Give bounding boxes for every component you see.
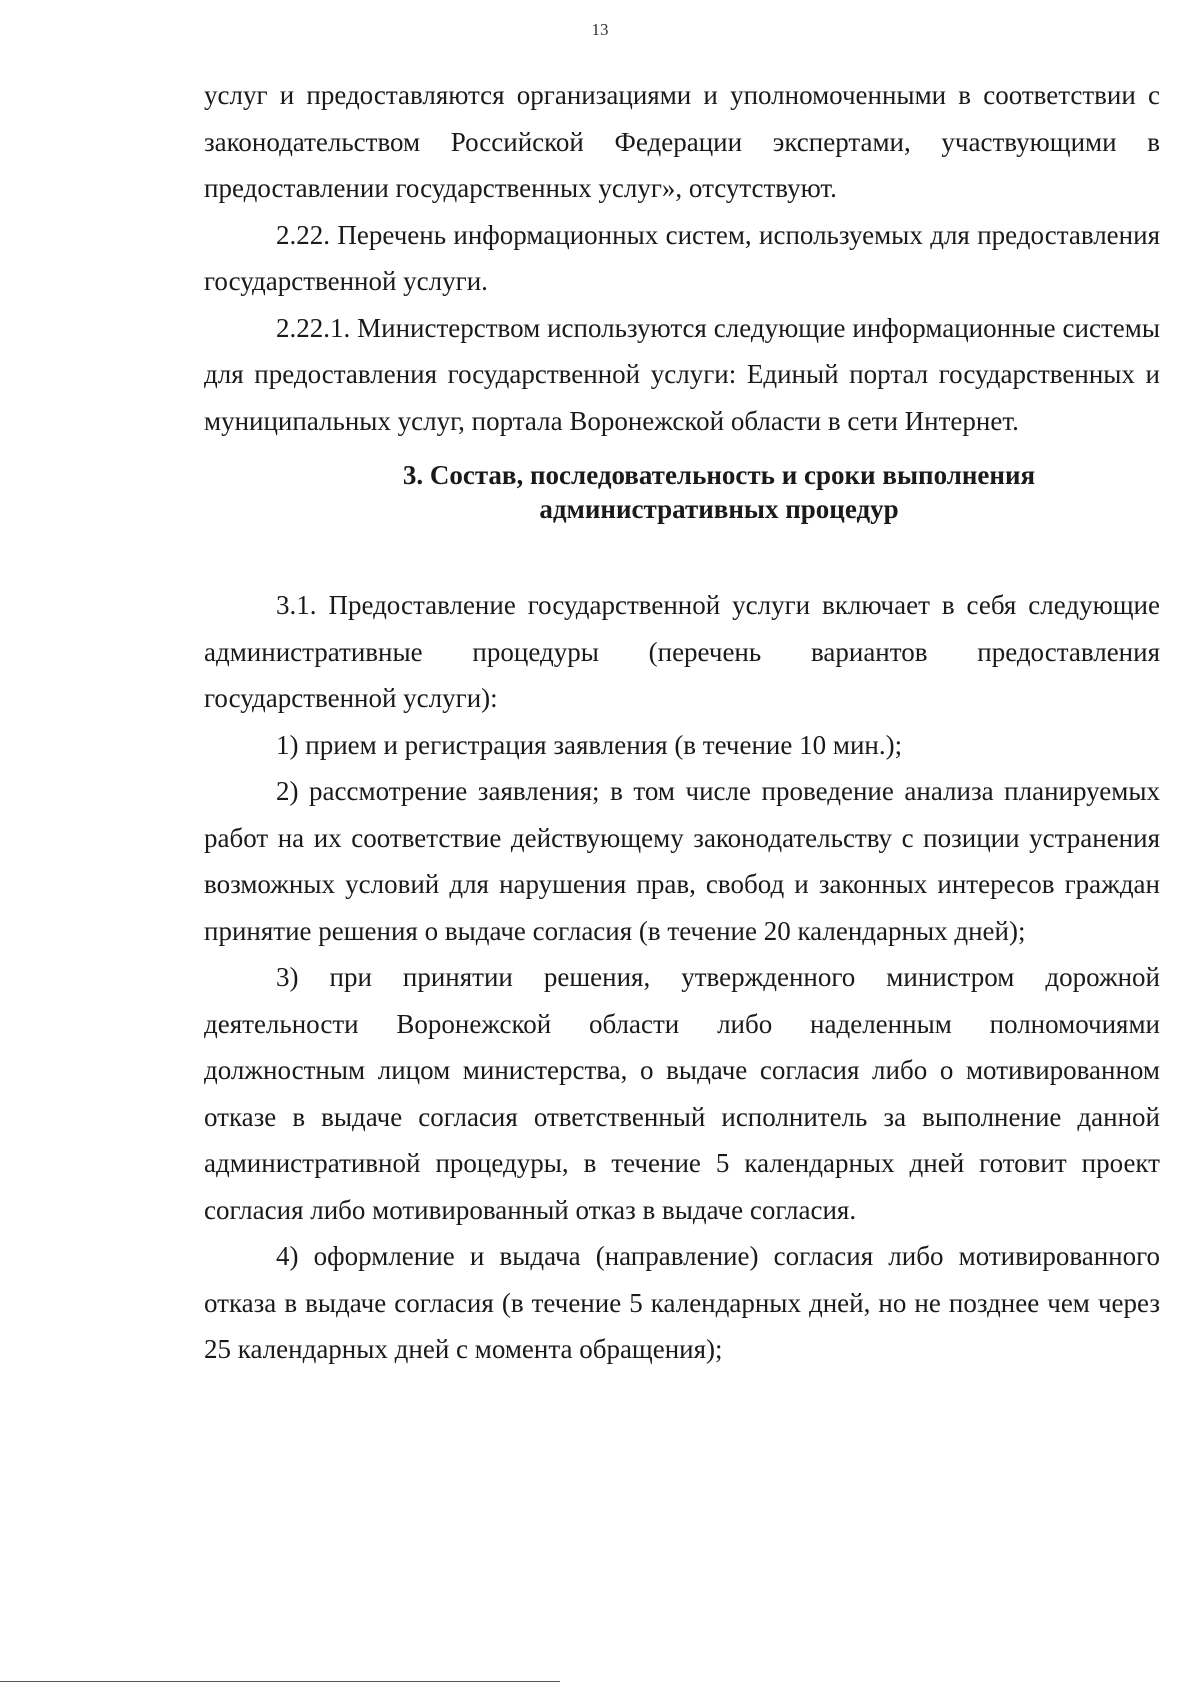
- list-item-4: 4) оформление и выдача (направление) согласия либо мотивированного отказа в выдаче согласия (в течение 5 календарных дней, но не позднее чем через 25 календарных дней с момента обращения);: [204, 1241, 1160, 1364]
- page-number: 13: [591, 20, 609, 39]
- section-heading-line-1: 3. Состав, последовательность и сроки выполнения: [402, 460, 1036, 490]
- paragraph-2-22-1: 2.22.1. Министерством используются следующие информационные системы для предоставления государственной услуги: Единый портал государственных и муниципальных услуг, портала Воронежской области в сети Интернет.: [204, 312, 1160, 436]
- paragraph-2-22: 2.22. Перечень информационных систем, используемых для предоставления государственной услуги.: [204, 219, 1160, 296]
- list-item-3: 3) при принятии решения, утвержденного министром дорожной деятельности Воронежской области либо наделенным полномочиями должностным лицом министерства, о выдаче согласия либо о мотивированном отказе в выдаче согласия ответственный исполнитель за выполнение данной административной процедуры, в течение 5 календарных дней готовит проект согласия либо мотивированный отказ в выдаче согласия.: [204, 962, 1160, 1225]
- list-item-2: 2) рассмотрение заявления; в том числе проведение анализа планируемых работ на их соответствие действующему законодательству с позиции устранения возможных условий для нарушения прав, свобод и законных интересов граждан принятие решения о выдаче согласия (в течение 20 календарных дней);: [204, 776, 1160, 946]
- paragraph-3-1: 3.1. Предоставление государственной услуги включает в себя следующие административные процедуры (перечень вариантов предоставления государственной услуги):: [204, 590, 1160, 713]
- list-item-1: 1) прием и регистрация заявления (в течение 10 мин.);: [276, 729, 903, 760]
- bottom-divider: [0, 1681, 560, 1682]
- section-heading: [204, 458, 1160, 526]
- paragraph-continuation: услуг и предоставляются организациями и уполномоченными в соответствии с законодательством Российской Федерации экспертами, участвующими в предоставлении государственных услуг», отсутствуют.: [204, 80, 1160, 203]
- document-body: [204, 72, 1160, 1373]
- section-heading-line-2: административных процедур: [539, 494, 899, 524]
